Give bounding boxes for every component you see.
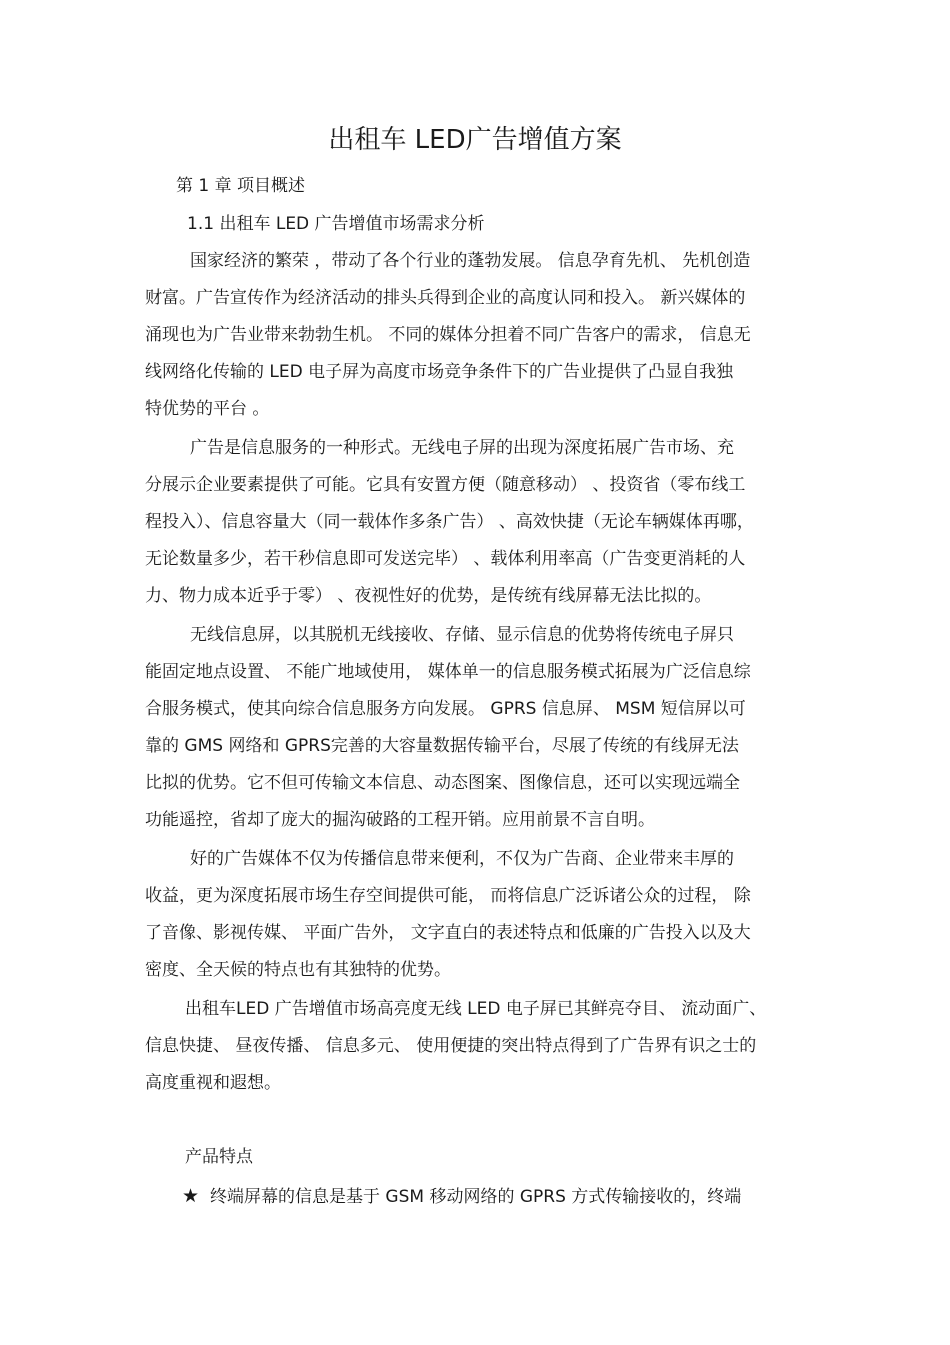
paragraph-line: 能固定地点设置、 不能广地域使用， 媒体单一的信息服务模式拓展为广泛信息综 bbox=[145, 662, 751, 682]
paragraph-line: 无线信息屏，以其脱机无线接收、存储、显示信息的优势将传统电子屏只 bbox=[190, 625, 734, 645]
paragraph-line: 靠的 GMS 网络和 GPRS完善的大容量数据传输平台，尽展了传统的有线屏无法 bbox=[145, 736, 739, 756]
paragraph-line: 力、物力成本近乎于零） 、夜视性好的优势，是传统有线屏幕无法比拟的。 bbox=[145, 586, 712, 606]
paragraph-line: 功能遥控，省却了庞大的掘沟破路的工程开销。应用前景不言自明。 bbox=[145, 810, 655, 830]
paragraph-line: 信息快捷、 昼夜传播、 信息多元、 使用便捷的突出特点得到了广告界有识之士的 bbox=[145, 1036, 757, 1056]
paragraph-line: 广告是信息服务的一种形式。无线电子屏的出现为深度拓展广告市场、充 bbox=[190, 438, 734, 458]
paragraph-line: 程投入）、信息容量大（同一载体作多条广告） 、高效快捷（无论车辆媒体再哪， bbox=[145, 512, 754, 532]
feature-line: 终端屏幕的信息是基于 GSM 移动网络的 GPRS 方式传输接收的，终端 bbox=[210, 1187, 742, 1207]
section-heading: 1.1 出租车 LED 广告增值市场需求分析 bbox=[187, 214, 485, 234]
paragraph-line: 好的广告媒体不仅为传播信息带来便利，不仅为广告商、企业带来丰厚的 bbox=[190, 849, 734, 869]
paragraph-line: 分展示企业要素提供了可能。它具有安置方便（随意移动） 、投资省（零布线工 bbox=[145, 475, 746, 495]
paragraph-line: 密度、全天候的特点也有其独特的优势。 bbox=[145, 960, 451, 980]
features-heading: 产品特点 bbox=[185, 1147, 253, 1167]
document-title: 出租车 LED广告增值方案 bbox=[328, 125, 622, 155]
paragraph-line: 涌现也为广告业带来勃勃生机。 不同的媒体分担着不同广告客户的需求， 信息无 bbox=[145, 325, 751, 345]
paragraph-line: 国家经济的繁荣 ，带动了各个行业的蓬勃发展。 信息孕育先机、 先机创造 bbox=[190, 251, 751, 271]
paragraph-line: 财富。广告宣传作为经济活动的排头兵得到企业的高度认同和投入。 新兴媒体的 bbox=[145, 288, 746, 308]
paragraph-line: 合服务模式，使其向综合信息服务方向发展。 GPRS 信息屏、 MSM 短信屏以可 bbox=[145, 699, 746, 719]
paragraph-line: 出租车LED 广告增值市场高亮度无线 LED 电子屏已其鲜亮夺目、 流动面广、 bbox=[185, 999, 767, 1019]
paragraph-line: 收益，更为深度拓展市场生存空间提供可能， 而将信息广泛诉诸公众的过程， 除 bbox=[145, 886, 751, 906]
paragraph-line: 了音像、影视传媒、 平面广告外， 文字直白的表述特点和低廉的广告投入以及大 bbox=[145, 923, 751, 943]
paragraph-line: 线网络化传输的 LED 电子屏为高度市场竞争条件下的广告业提供了凸显自我独 bbox=[145, 362, 734, 382]
paragraph-line: 高度重视和遐想。 bbox=[145, 1073, 281, 1093]
paragraph-line: 特优势的平台 。 bbox=[145, 399, 270, 419]
star-bullet-icon: ★ bbox=[182, 1185, 200, 1207]
paragraph-line: 无论数量多少，若干秒信息即可发送完毕） 、载体利用率高（广告变更消耗的人 bbox=[145, 549, 746, 569]
chapter-heading: 第 1 章 项目概述 bbox=[176, 176, 306, 196]
paragraph-line: 比拟的优势。它不但可传输文本信息、动态图案、图像信息，还可以实现远端全 bbox=[145, 773, 740, 793]
